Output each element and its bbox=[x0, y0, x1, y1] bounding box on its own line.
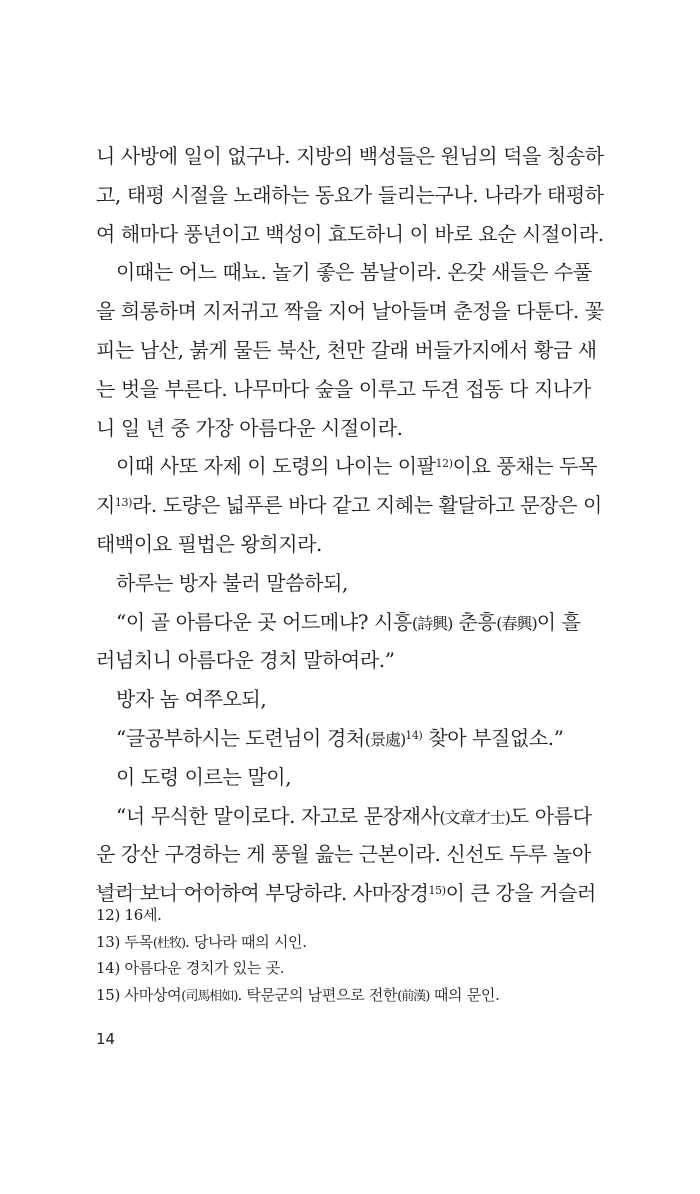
text-line-6: 피는 남산, 붉게 물든 북산, 천만 갈래 버들가지에서 황금 새 bbox=[96, 337, 597, 362]
text-line-16: “글공부하시는 도련님이 경처(景處)$^{14)}$ 찾아 부질없소.” bbox=[116, 725, 564, 750]
text-line-7: 는 벗을 부른다. 나무마다 숲을 이루고 두견 접동 다 지나가 bbox=[96, 376, 591, 401]
body-text bbox=[96, 137, 606, 913]
footnotes bbox=[96, 902, 616, 1008]
hanja-annotation: (司馬相如) bbox=[181, 988, 238, 1004]
footnote-ref-15: 15) bbox=[428, 884, 446, 898]
text-line-10: 지$^{13)}$라. 도량은 넓푸른 바다 같고 지혜는 활달하고 문장은 이 bbox=[96, 493, 602, 518]
text-line-5: 을 희롱하며 지저귀고 짝을 지어 날아들며 춘정을 다툰다. 꽃 bbox=[96, 299, 604, 324]
hanja-annotation: (詩興) bbox=[411, 613, 453, 633]
text-line-18: “너 무식한 말이로다. 자고로 문장재사(文章才士)도 아름다 bbox=[116, 803, 592, 828]
footnote-14: 14) 아름다운 경치가 있는 곳. bbox=[96, 959, 285, 977]
text-line-20: 널리 보니 어이하여 부당하랴. 사마장경$^{15)}$이 큰 강을 거슬러 bbox=[96, 881, 596, 906]
text-line-8: 니 일 년 중 가장 아름다운 시절이라. bbox=[96, 415, 403, 440]
text-line-17: 이 도령 이르는 말이, bbox=[116, 764, 292, 789]
hanja-annotation: (杜牧) bbox=[152, 935, 186, 951]
text-line-14: 러넘치니 아름다운 경치 말하여라.” bbox=[96, 648, 395, 673]
text-line-12: 하루는 방자 불러 말씀하되, bbox=[116, 570, 348, 595]
text-line-13: “이 골 아름다운 곳 어드메냐? 시흥(詩興) 춘흥(春興)이 흘 bbox=[116, 609, 581, 634]
page-number: 14 bbox=[96, 1030, 116, 1048]
text-line-2: 고, 태평 시절을 노래하는 동요가 들리는구나. 나라가 태평하 bbox=[96, 182, 604, 207]
footnote-ref-14: 14) bbox=[405, 728, 423, 742]
footnote-15: 15) 사마상여(司馬相如). 탁문군의 남편으로 전한(前漢) 때의 문인. bbox=[96, 985, 500, 1004]
hanja-annotation: (景處) bbox=[364, 729, 406, 749]
hanja-annotation: (前漢) bbox=[397, 988, 430, 1004]
footnote-13: 13) 두목(杜牧). 당나라 때의 시인. bbox=[96, 932, 307, 951]
hanja-annotation: (春興) bbox=[496, 613, 537, 633]
text-line-4: 이때는 어느 때뇨. 놀기 좋은 봄날이라. 온갖 새들은 수풀 bbox=[116, 260, 592, 285]
text-line-1: 니 사방에 일이 없구나. 지방의 백성들은 원님의 덕을 칭송하 bbox=[96, 144, 604, 168]
text-line-3: 여 해마다 풍년이고 백성이 효도하니 이 바로 요순 시절이라. bbox=[96, 221, 604, 246]
footnote-ref-13: 13) bbox=[114, 496, 133, 510]
hanja-annotation: (文章才士) bbox=[439, 807, 510, 827]
footnote-divider bbox=[96, 889, 256, 890]
footnote-12: 12) 16세. bbox=[96, 906, 162, 924]
footnote-ref-12: 12) bbox=[435, 457, 453, 471]
text-line-11: 태백이요 필법은 왕희지라. bbox=[96, 531, 322, 556]
text-line-19: 운 강산 구경하는 게 풍월 읊는 근본이라. 신선도 두루 놀아 bbox=[96, 842, 591, 867]
text-line-9: 이때 사또 자제 이 도령의 나이는 이팔$^{12)}$이요 풍채는 두목 bbox=[116, 454, 597, 479]
text-line-15: 방자 놈 여쭈오되, bbox=[116, 687, 267, 712]
